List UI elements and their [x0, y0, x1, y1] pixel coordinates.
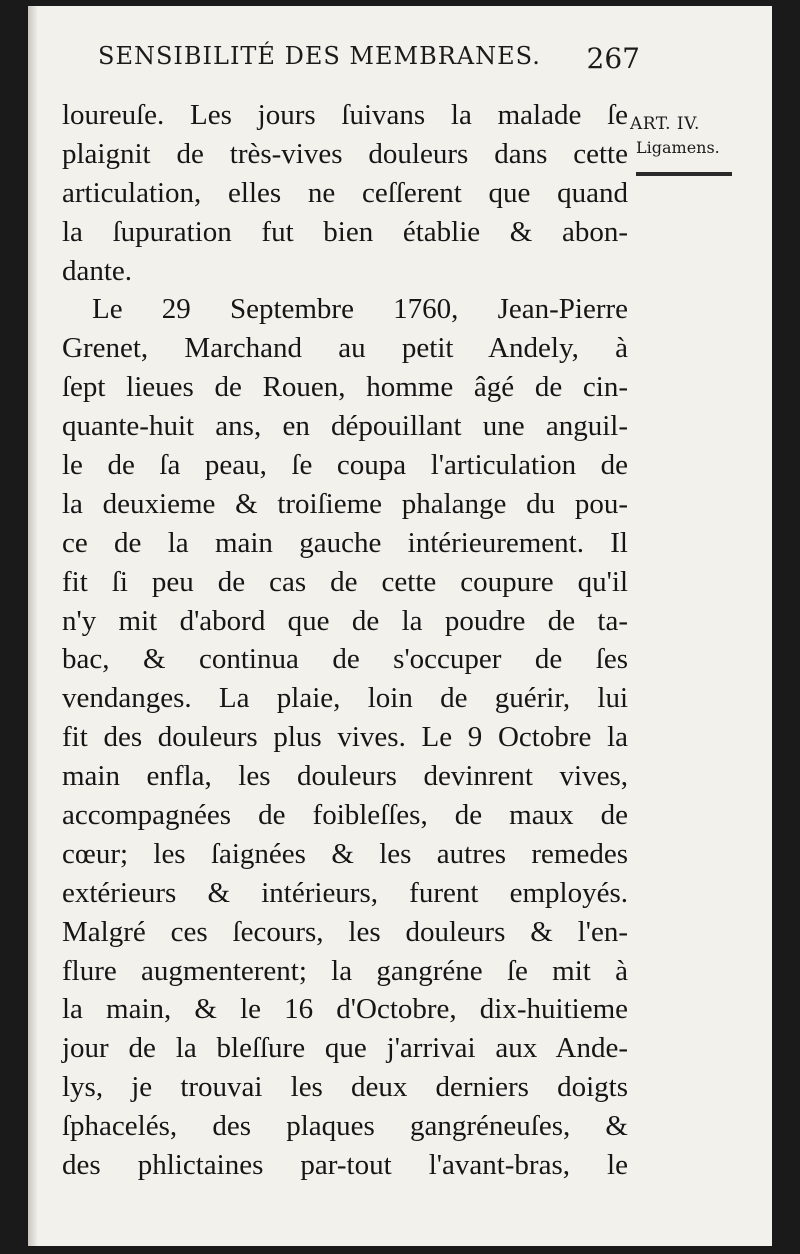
text-line: accompagnées de foibleſſes, de maux de — [62, 799, 628, 832]
text-line: cœur; les ſaignées & les autres remedes — [62, 837, 628, 870]
text-line: ſept lieues de Rouen, homme âgé de cin- — [62, 371, 628, 404]
text-line: Le 29 Septembre 1760, Jean-Pierre — [92, 293, 628, 326]
text-line: bac, & continua de s'occuper de ſes — [62, 643, 628, 676]
text-line: quante-huit ans, en dépouillant une anguil- — [62, 410, 628, 443]
text-line: flure augmenterent; la gangréne ſe mit à — [62, 954, 628, 987]
page-number: 267 — [586, 42, 640, 75]
running-head-title: SENSIBILITÉ DES MEMBRANES. — [98, 42, 541, 70]
text-line: ce de la main gauche intérieurement. Il — [62, 526, 628, 559]
text-line: dante. — [62, 254, 133, 287]
text-line: extérieurs & intérieurs, furent employés. — [62, 876, 628, 909]
text-line: fit ſi peu de cas de cette coupure qu'il — [62, 565, 628, 598]
text-line: Grenet, Marchand au petit Andely, à — [62, 332, 628, 365]
text-line: ſphacelés, des plaques gangréneuſes, & — [62, 1110, 628, 1143]
text-line: fit des douleurs plus vives. Le 9 Octobre la — [62, 721, 628, 754]
text-line: articulation, elles ne ceſſerent que quand — [62, 176, 628, 209]
text-line: n'y mit d'abord que de la poudre de ta- — [62, 604, 628, 637]
margin-note-subject: Ligamens. — [636, 138, 720, 157]
text-line: jour de la bleſſure que j'arrivai aux Ande- — [62, 1032, 628, 1065]
margin-note — [630, 112, 750, 160]
margin-note-rule — [636, 172, 732, 176]
running-head — [98, 42, 640, 75]
body-text — [62, 96, 628, 1185]
text-line: Malgré ces ſecours, les douleurs & l'en- — [62, 915, 628, 948]
text-line: des phlictaines par-tout l'avant-bras, le — [62, 1149, 628, 1182]
text-line: plaignit de très-vives douleurs dans cette — [62, 137, 628, 170]
text-line: la deuxieme & troiſieme phalange du pou- — [62, 487, 628, 520]
text-line: vendanges. La plaie, loin de guérir, lui — [62, 682, 628, 715]
margin-note-article: ART. IV. — [630, 114, 700, 134]
text-line: la main, & le 16 d'Octobre, dix-huitieme — [62, 993, 628, 1026]
book-page — [28, 6, 772, 1246]
text-line: la ſupuration fut bien établie & abon- — [62, 215, 628, 248]
text-line: loureuſe. Les jours ſuivans la malade ſe — [62, 99, 628, 131]
text-line: main enfla, les douleurs devinrent vives, — [62, 760, 628, 793]
page-gutter-shadow — [28, 6, 38, 1246]
text-line: le de ſa peau, ſe coupa l'articulation de — [62, 449, 628, 482]
text-line: lys, je trouvai les deux derniers doigts — [62, 1071, 628, 1104]
